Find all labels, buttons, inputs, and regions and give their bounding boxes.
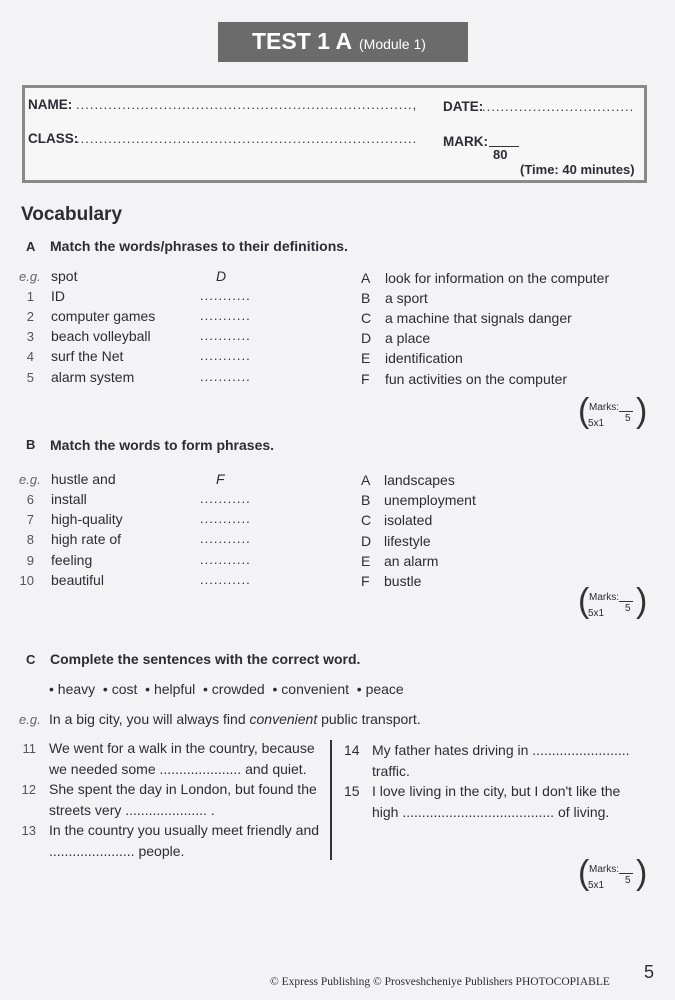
part-b-marks-box — [578, 582, 648, 626]
word-bank: • heavy • cost • helpful • crowded • convenient • peace — [49, 681, 404, 697]
sentence-line: We went for a walk in the country, because — [49, 740, 315, 756]
part-c-example-label: e.g. — [19, 712, 41, 727]
part-a-item-number: 2 — [26, 309, 34, 324]
sentence-blank-line[interactable]: My father hates driving in ......................... — [372, 742, 630, 758]
part-b-item-number: 9 — [26, 553, 34, 568]
part-b-item-word: install — [51, 491, 87, 507]
part-a-option-letter: B — [361, 290, 371, 306]
marks-total: 5 — [625, 413, 631, 424]
part-a-option-letter: A — [361, 270, 371, 286]
part-a-marks-box — [578, 392, 648, 436]
marks-label: Marks: — [589, 402, 619, 413]
marks-score-line[interactable] — [619, 411, 633, 412]
sentence-line: She spent the day in London, but found the — [49, 781, 317, 797]
part-b-item-number: 8 — [26, 532, 34, 547]
part-b-example-answer: F — [216, 471, 225, 487]
part-b-option-letter: A — [361, 472, 371, 488]
part-a-answer-blank[interactable]: ........... — [200, 369, 251, 384]
part-b-option-letter: E — [361, 553, 371, 569]
marks-total: 5 — [625, 603, 631, 614]
left-paren: ( — [578, 854, 590, 892]
sentence-number: 11 — [22, 741, 36, 756]
part-c-letter: C — [26, 652, 36, 667]
part-b-example-label: e.g. — [19, 472, 41, 487]
part-a-item-number: 5 — [26, 370, 34, 385]
right-paren: ) — [636, 392, 648, 430]
part-b-item-word: feeling — [51, 552, 93, 568]
sentence-blank-line[interactable]: ...................... people. — [49, 843, 185, 859]
sentence-blank-line[interactable]: we needed some ..................... and quiet. — [49, 761, 307, 777]
date-label: DATE: — [443, 99, 484, 114]
part-a-option-letter: E — [361, 350, 371, 366]
left-paren: ( — [578, 582, 590, 620]
part-a-item-word: alarm system — [51, 369, 135, 385]
class-field[interactable]: .......................................................................... — [76, 131, 418, 146]
part-b-option-text: isolated — [384, 512, 433, 528]
mark-label: MARK: — [443, 134, 488, 149]
part-c-example-sentence — [49, 711, 421, 727]
part-a-option-letter: D — [361, 330, 372, 346]
sentence-number: 15 — [344, 783, 360, 799]
part-a-option-letter: C — [361, 310, 372, 326]
class-label: CLASS: — [28, 131, 79, 146]
part-a-item-number: 4 — [26, 349, 34, 364]
right-paren: ) — [636, 854, 648, 892]
sentence-number: 13 — [21, 823, 36, 838]
part-b-option-letter: D — [361, 533, 372, 549]
part-b-option-letter: C — [361, 512, 372, 528]
part-a-item-word: beach volleyball — [51, 328, 151, 344]
page-number: 5 — [644, 962, 655, 982]
part-a-option-text: a machine that signals danger — [385, 310, 572, 326]
sentence-line: In the country you usually meet friendly and — [49, 822, 320, 838]
marks-score-line[interactable] — [619, 873, 633, 874]
part-a-letter: A — [26, 239, 36, 254]
part-a-item-word: computer games — [51, 308, 156, 324]
marks-multiplier: 5x1 — [588, 608, 605, 619]
part-b-answer-blank[interactable]: ........... — [200, 531, 251, 546]
part-a-example-label: e.g. — [19, 269, 41, 284]
part-a-item-word: ID — [51, 288, 65, 304]
part-a-option-text: a sport — [385, 290, 428, 306]
name-label: NAME: — [28, 97, 73, 112]
part-b-item-word: beautiful — [51, 572, 104, 588]
copyright-footer: © Express Publishing © Prosveshcheniye Publishers PHOTOCOPIABLE — [270, 976, 610, 988]
part-b-instruction: Match the words to form phrases. — [50, 437, 275, 453]
part-b-item-number: 7 — [26, 512, 34, 527]
column-divider — [330, 740, 332, 860]
part-a-answer-blank[interactable]: ........... — [200, 328, 251, 343]
part-b-answer-blank[interactable]: ........... — [200, 552, 251, 567]
part-b-option-letter: B — [361, 492, 371, 508]
part-a-item-number: 1 — [26, 289, 34, 304]
part-b-item-word: high-quality — [51, 511, 123, 527]
part-a-answer-blank[interactable]: ........... — [200, 308, 251, 323]
part-b-item-number: 6 — [26, 492, 34, 507]
part-a-option-text: look for information on the computer — [385, 270, 610, 286]
part-b-option-letter: F — [361, 573, 370, 589]
left-paren: ( — [578, 392, 590, 430]
part-b-answer-blank[interactable]: ........... — [200, 511, 251, 526]
part-b-item-word: high rate of — [51, 531, 122, 547]
part-b-option-text: landscapes — [384, 472, 455, 488]
part-a-option-text: a place — [385, 330, 431, 346]
part-a-option-letter: F — [361, 371, 370, 387]
date-field[interactable]: ................................. — [482, 99, 635, 114]
sentence-line: traffic. — [372, 763, 410, 779]
part-a-example-word: spot — [51, 268, 78, 284]
sentence-line: I love living in the city, but I don't like the — [372, 783, 621, 799]
part-b-example-word: hustle and — [51, 471, 116, 487]
part-a-option-text: fun activities on the computer — [385, 371, 568, 387]
part-a-instruction: Match the words/phrases to their definitions. — [50, 238, 348, 254]
section-title: Vocabulary — [21, 204, 123, 225]
part-b-option-text: unemployment — [384, 492, 476, 508]
part-c-instruction: Complete the sentences with the correct word. — [50, 651, 361, 667]
marks-score-line[interactable] — [619, 601, 633, 602]
part-b-letter: B — [26, 437, 36, 452]
sentence-blank-line[interactable]: high ....................................... of living. — [372, 804, 610, 820]
sentence-number: 14 — [344, 742, 360, 758]
part-a-item-word: surf the Net — [51, 348, 124, 364]
part-b-option-text: an alarm — [384, 553, 439, 569]
part-b-option-text: lifestyle — [384, 533, 431, 549]
part-b-option-text: bustle — [384, 573, 422, 589]
part-a-answer-blank[interactable]: ........... — [200, 348, 251, 363]
test-title: TEST 1 A — [252, 28, 353, 54]
sentence-number: 12 — [21, 782, 36, 797]
part-a-answer-blank[interactable]: ........... — [200, 288, 251, 303]
marks-label: Marks: — [589, 592, 619, 603]
mark-total: 80 — [493, 147, 508, 162]
part-b-item-number: 10 — [19, 573, 34, 588]
part-a-example-answer: D — [216, 268, 227, 284]
time-limit: (Time: 40 minutes) — [520, 162, 635, 177]
part-b-answer-blank[interactable]: ........... — [200, 572, 251, 587]
part-a-option-text: identification — [385, 350, 463, 366]
sentence-blank-line[interactable]: streets very ..................... . — [49, 802, 215, 818]
test-title-band — [218, 22, 468, 62]
test-subtitle: (Module 1) — [359, 36, 426, 52]
right-paren: ) — [636, 582, 648, 620]
marks-label: Marks: — [589, 864, 619, 875]
marks-multiplier: 5x1 — [588, 880, 605, 891]
example-answer: convenient — [249, 711, 318, 727]
marks-total: 5 — [625, 875, 631, 886]
example-text-after: public transport. — [317, 711, 421, 727]
marks-multiplier: 5x1 — [588, 418, 605, 429]
part-a-item-number: 3 — [26, 329, 34, 344]
part-b-answer-blank[interactable]: ........... — [200, 491, 251, 506]
part-c-marks-box — [578, 854, 648, 898]
name-field[interactable]: ........................................................................., — [76, 97, 418, 112]
example-text-before: In a big city, you will always find — [49, 711, 250, 727]
